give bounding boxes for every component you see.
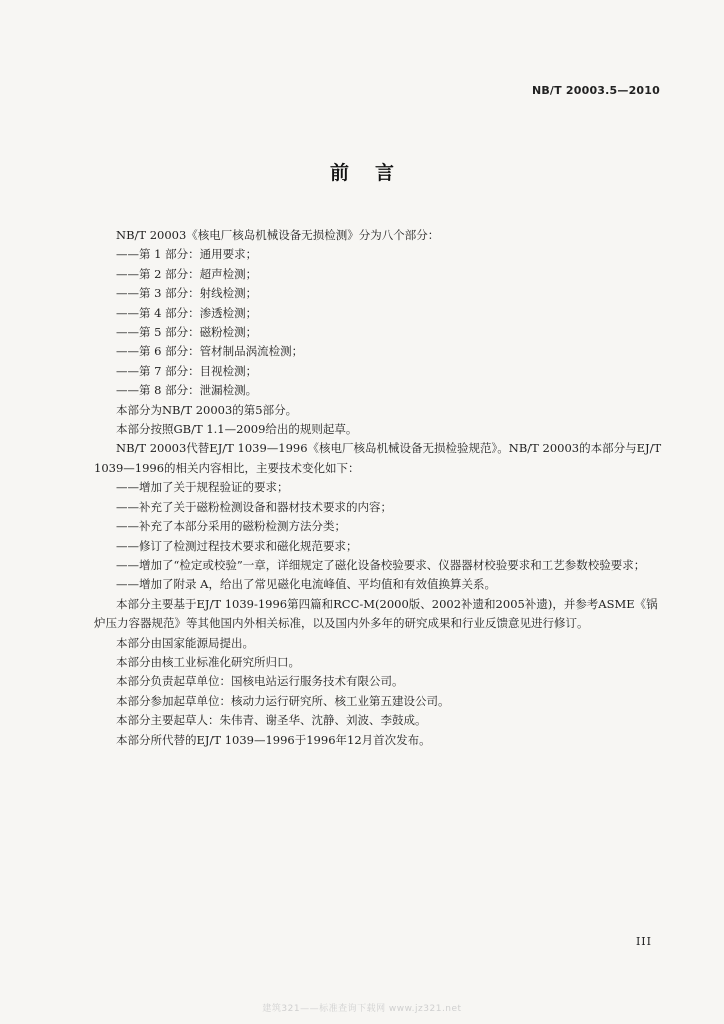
part-list-item: ——第 5 部分：磁粉检测； <box>116 325 258 340</box>
change-list-item: ——补充了本部分采用的磁粉检测方法分类； <box>116 519 346 534</box>
body-paragraph: 本部分主要基于EJ/T 1039-1996第四篇和RCC-M(2000版、2002补遗和2005补遗)，并参考ASME《锅炉压力容器规范》等其他国内外相关标准，以及国内外多年的研究成果和行业反馈意见进行修订。 <box>94 596 658 631</box>
body-paragraph: 本部分主要起草人：朱伟青、谢圣华、沈静、刘波、李鼓成。 <box>116 713 427 728</box>
page-title: 前言 <box>329 162 420 184</box>
change-list-item: ——增加了“检定或校验”一章，详细规定了磁化设备校验要求、仪器器材校验要求和工艺参数校验要求； <box>116 557 646 572</box>
body-paragraph: 本部分为NB/T 20003的第5部分。 <box>116 402 298 417</box>
part-list-item: ——第 8 部分：泄漏检测。 <box>116 383 258 398</box>
body-paragraph: 本部分负责起草单位：国核电站运行服务技术有限公司。 <box>116 674 404 689</box>
part-list-item: ——第 3 部分：射线检测； <box>116 286 258 301</box>
intro-paragraph: NB/T 20003《核电厂核岛机械设备无损检测》分为八个部分： <box>116 228 440 242</box>
part-list-item: ——第 1 部分：通用要求； <box>116 247 258 262</box>
part-list-item: ——第 7 部分：目视检测； <box>116 363 258 378</box>
change-list-item: ——增加了附录 A，给出了常见磁化电流峰值、平均值和有效值换算关系。 <box>116 577 496 592</box>
document-code: NB/T 20003.5—2010 <box>531 84 660 97</box>
change-list-item: ——补充了关于磁粉检测设备和器材技术要求的内容； <box>116 499 392 514</box>
body-paragraph: 本部分参加起草单位：核动力运行研究所、核工业第五建设公司。 <box>116 693 450 708</box>
change-list-item: ——修订了检测过程技术要求和磁化规范要求； <box>116 538 358 553</box>
foreword-body <box>94 226 664 750</box>
body-paragraph: 本部分由国家能源局提出。 <box>116 635 254 650</box>
part-list-item: ——第 6 部分：管材制品涡流检测； <box>116 344 304 359</box>
part-list-item: ——第 4 部分：渗透检测； <box>116 305 258 320</box>
body-paragraph: NB/T 20003代替EJ/T 1039—1996《核电厂核岛机械设备无损检验规范》。NB/T 20003的本部分与EJ/T 1039—1996的相关内容相比，主要技术变化如下： <box>94 441 662 475</box>
body-paragraph: 本部分按照GB/T 1.1—2009给出的规则起草。 <box>116 422 358 437</box>
page-number: III <box>635 935 652 948</box>
part-list-item: ——第 2 部分：超声检测； <box>116 266 258 281</box>
change-list-item: ——增加了关于规程验证的要求； <box>116 480 289 495</box>
body-paragraph: 本部分所代替的EJ/T 1039—1996于1996年12月首次发布。 <box>116 732 431 747</box>
watermark: 建筑321——标准查询下载网 www.jz321.net <box>262 1004 462 1014</box>
body-paragraph: 本部分由核工业标准化研究所归口。 <box>116 654 300 669</box>
